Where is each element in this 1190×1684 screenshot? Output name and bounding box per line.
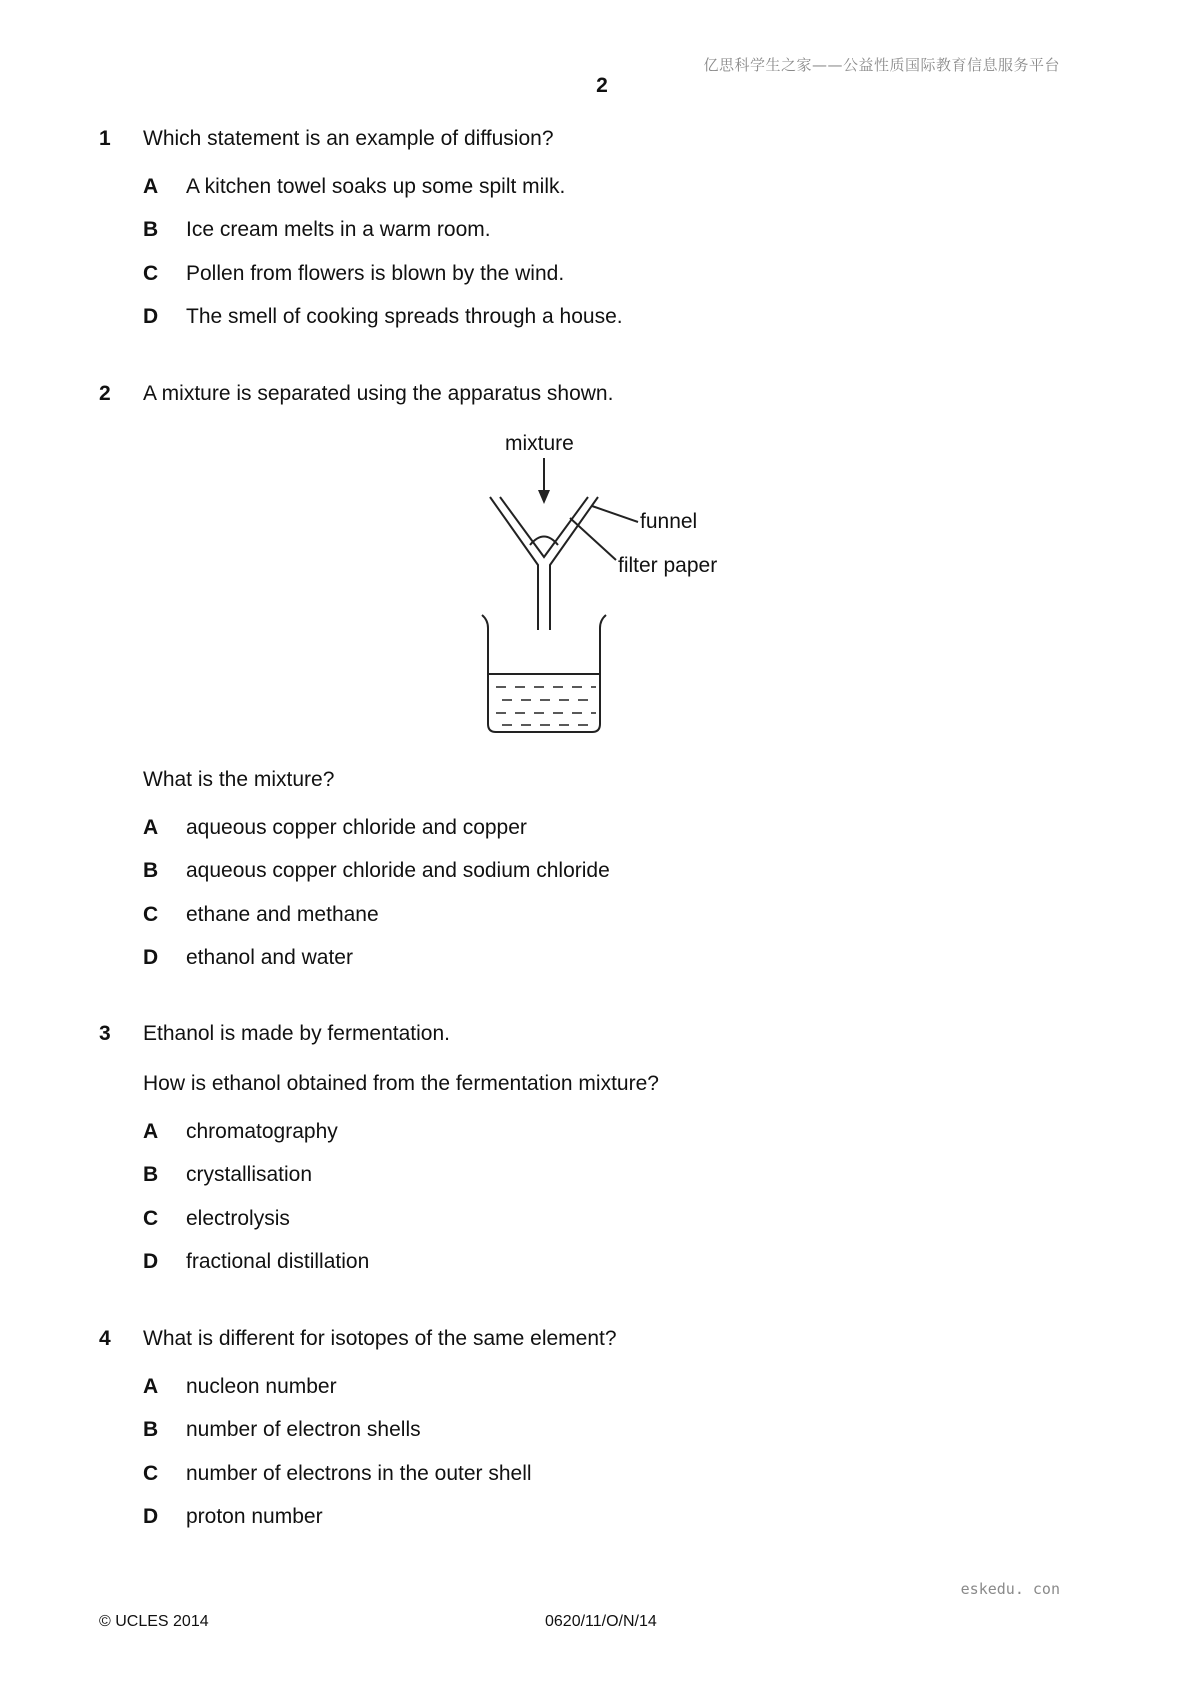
question-3-option-c-text: electrolysis (186, 1207, 290, 1230)
question-2-option-b-text: aqueous copper chloride and sodium chloride (186, 859, 610, 882)
footer-watermark: eskedu. con (960, 1580, 1060, 1598)
question-4-option-a-text: nucleon number (186, 1375, 337, 1398)
question-2-option-a-text: aqueous copper chloride and copper (186, 816, 527, 839)
header-watermark: 亿思科学生之家——公益性质国际教育信息服务平台 (703, 56, 1060, 74)
question-4-option-b-letter: B (143, 1418, 159, 1441)
question-2-text: A mixture is separated using the apparatus shown. (143, 382, 614, 405)
question-3-option-a-text: chromatography (186, 1120, 338, 1143)
question-1-option-d-letter: D (143, 305, 159, 328)
question-1-option-d-text: The smell of cooking spreads through a house. (186, 305, 623, 328)
question-4-option-b-text: number of electron shells (186, 1418, 421, 1441)
question-3-option-c-letter: C (143, 1207, 159, 1230)
question-2-option-b-letter: B (143, 859, 159, 882)
question-4-text: What is different for isotopes of the same element? (143, 1327, 617, 1350)
question-3-option-a-letter: A (143, 1120, 159, 1143)
question-2-option-a-letter: A (143, 816, 159, 839)
question-1-option-b-letter: B (143, 218, 159, 241)
filter-paper-cone (500, 497, 588, 557)
question-4-option-d-text: proton number (186, 1505, 323, 1528)
question-4-option-d-letter: D (143, 1505, 159, 1528)
question-2-prompt: What is the mixture? (143, 768, 335, 791)
question-3-option-b-text: crystallisation (186, 1163, 313, 1186)
question-1-text: Which statement is an example of diffusion? (143, 127, 554, 150)
question-1-number: 1 (99, 127, 111, 150)
apparatus-drawing (440, 422, 740, 752)
question-3-text: Ethanol is made by fermentation. (143, 1022, 451, 1045)
question-1-option-a-letter: A (143, 175, 159, 198)
question-3-prompt: How is ethanol obtained from the fermentation mixture? (143, 1072, 659, 1095)
page-number: 2 (596, 74, 608, 97)
question-4-option-c-letter: C (143, 1462, 159, 1485)
mixture-label: mixture (505, 432, 574, 455)
mixture-arrow-head (538, 490, 550, 504)
question-4-number: 4 (99, 1327, 111, 1350)
question-3-number: 3 (99, 1022, 111, 1045)
funnel-label: funnel (640, 510, 698, 533)
filter-paper-leader-line (570, 518, 616, 560)
question-1-option-b-text: Ice cream melts in a warm room. (186, 218, 491, 241)
question-3-option-d-text: fractional distillation (186, 1250, 370, 1273)
question-1-option-a-text: A kitchen towel soaks up some spilt milk. (186, 175, 566, 198)
funnel-leader-line (592, 506, 638, 522)
question-3-option-d-letter: D (143, 1250, 159, 1273)
filtrate-liquid (496, 687, 596, 725)
question-3-option-b-letter: B (143, 1163, 159, 1186)
footer-paper-code: 0620/11/O/N/14 (545, 1613, 657, 1630)
question-2-number: 2 (99, 382, 111, 405)
question-2-option-c-letter: C (143, 903, 159, 926)
question-4-option-a-letter: A (143, 1375, 159, 1398)
question-2-option-d-letter: D (143, 946, 159, 969)
question-2-option-c-text: ethane and methane (186, 903, 379, 926)
question-1-option-c-letter: C (143, 262, 159, 285)
question-2-option-d-text: ethanol and water (186, 946, 353, 969)
question-1-option-c-text: Pollen from flowers is blown by the wind. (186, 262, 565, 285)
footer-copyright: © UCLES 2014 (99, 1613, 209, 1630)
filter-paper-label: filter paper (618, 554, 718, 577)
question-4-option-c-text: number of electrons in the outer shell (186, 1462, 532, 1485)
